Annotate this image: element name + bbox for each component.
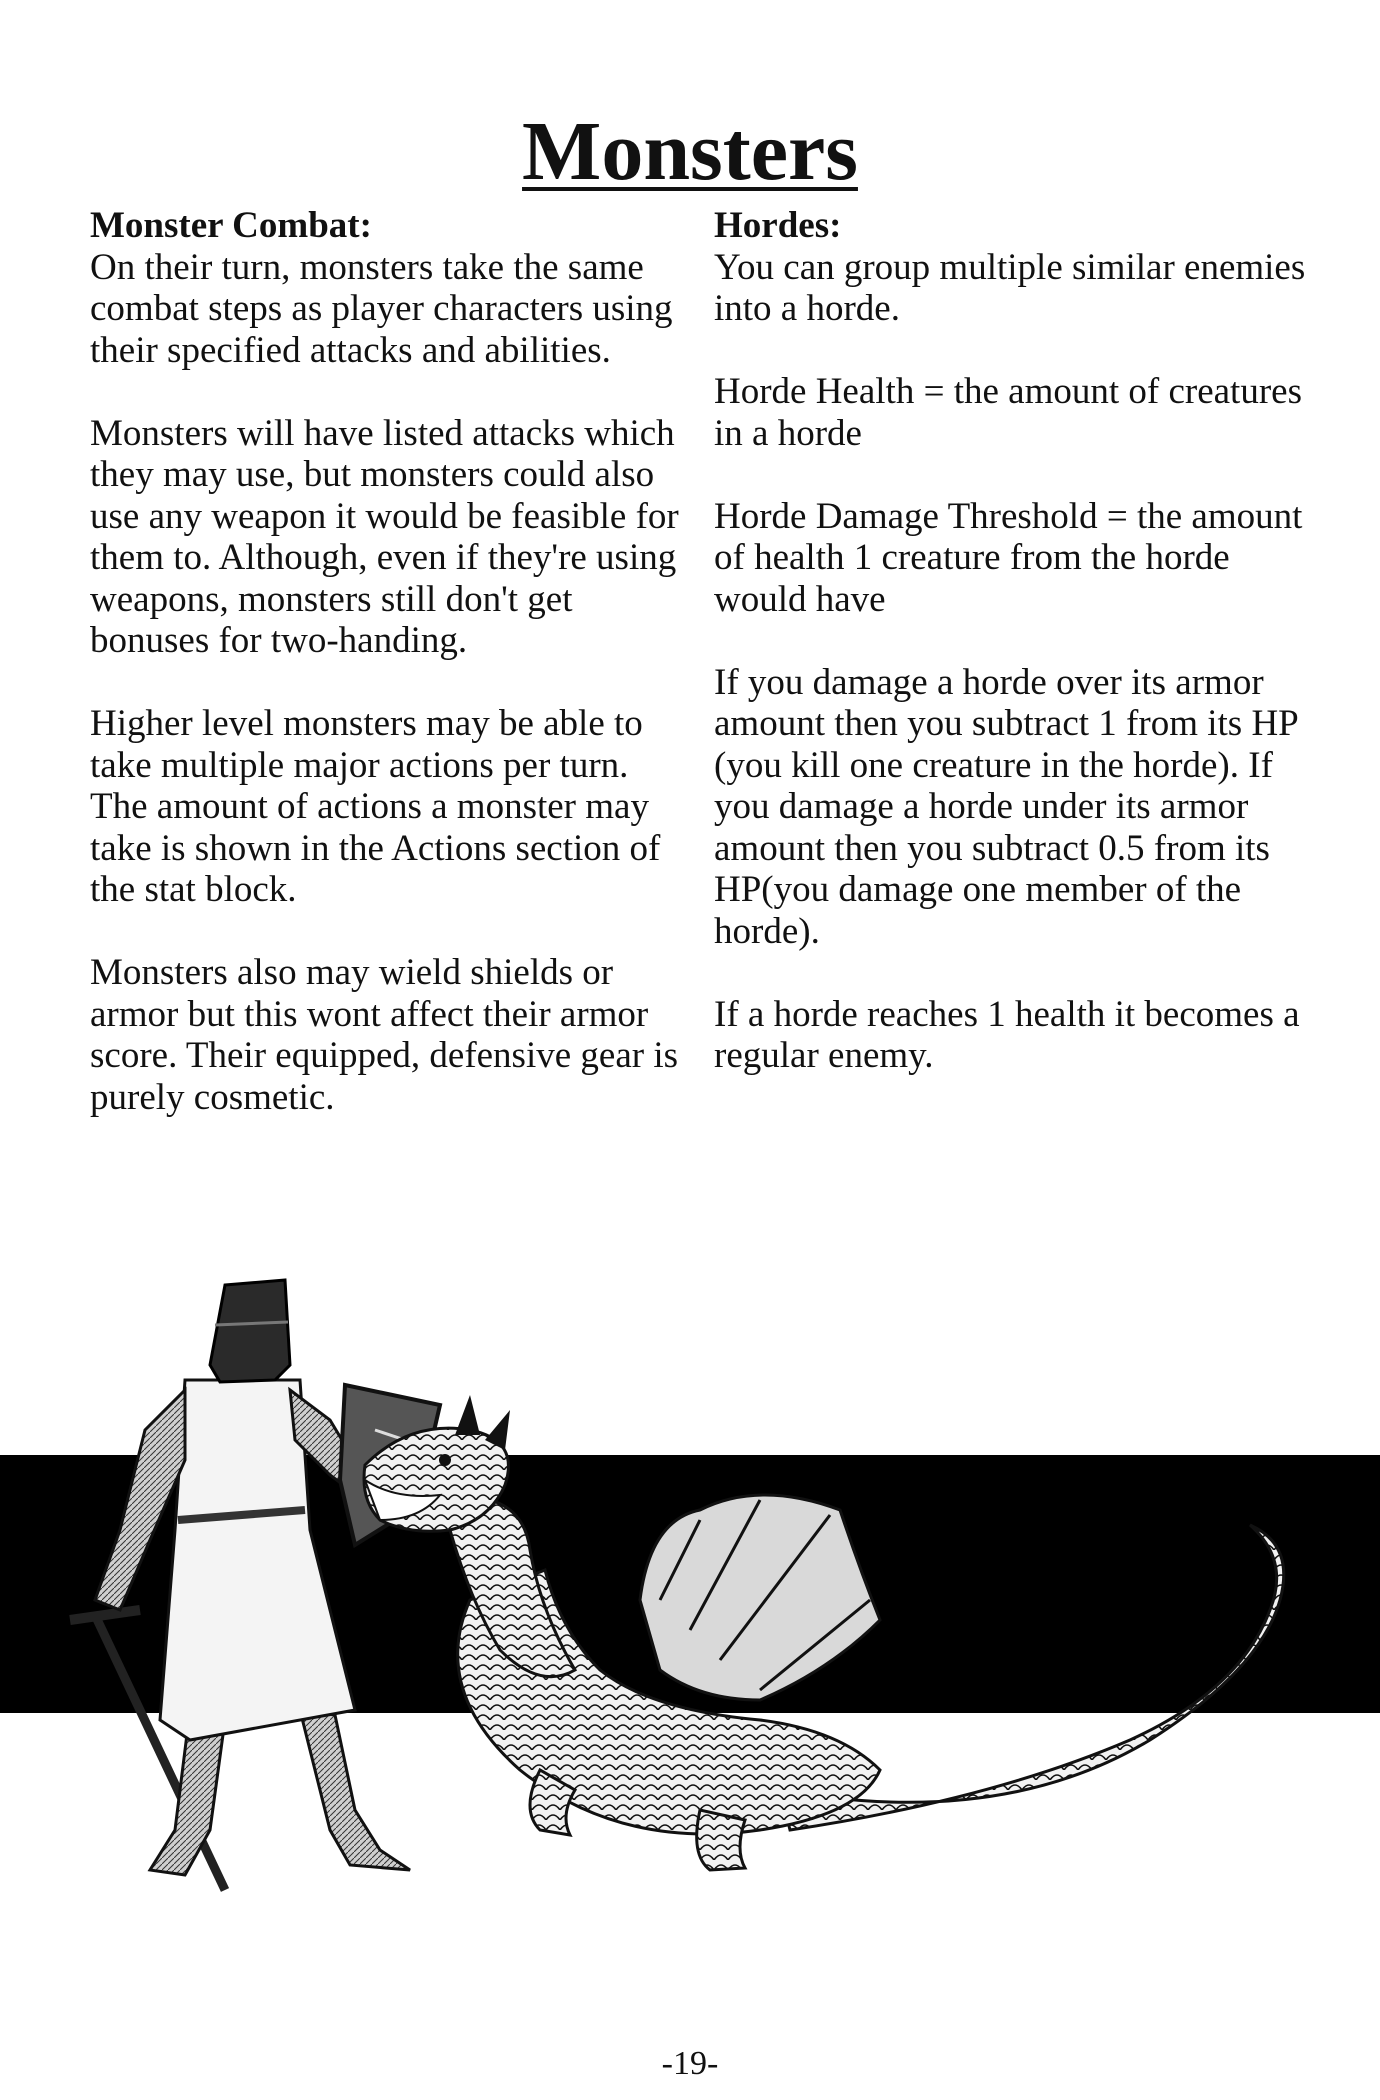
knight-and-dragon-illustration [0,1270,1380,1930]
hordes-paragraph: Horde Damage Threshold = the amount of health 1 creature from the horde would have [714,495,1303,620]
page-number: -19- [661,2045,719,2082]
hordes-section [714,205,1314,1118]
hordes-paragraph: If you damage a horde over its armor amount then you subtract 1 from its HP (you kill one creature in the horde). If you damage a horde under its armor amount then you subtract 0.5 from its HP(you damage one member of the horde). [714,661,1298,952]
knight-figure [70,1280,440,1890]
monster-combat-heading: Monster Combat: [90,205,372,246]
hordes-paragraph: Horde Health = the amount of creatures in a horde [714,371,1302,454]
monster-combat-paragraph: On their turn, monsters take the same combat steps as player characters using their specified attacks and abilities. [90,246,673,371]
monster-combat-paragraph: Monsters will have listed attacks which they may use, but monsters could also use any weapon it would be feasible for them to. Although, even if they're using weapons, monsters still don't get bonuses for two-handing. [90,412,679,661]
hordes-heading: Hordes: [714,205,842,246]
dragon-figure [364,1395,1284,1870]
monster-combat-paragraph: Higher level monsters may be able to take multiple major actions per turn. The amount of actions a monster may take is shown in the Actions section of the stat block. [90,703,661,910]
hordes-paragraph: You can group multiple similar enemies into a horde. [714,246,1306,329]
page-title: Monsters [522,105,858,198]
hordes-paragraph: If a horde reaches 1 health it becomes a regular enemy. [714,993,1300,1076]
monster-combat-section [90,205,690,1160]
monster-combat-paragraph: Monsters also may wield shields or armor but this wont affect their armor score. Their equipped, defensive gear is purely cosmetic. [90,952,679,1118]
